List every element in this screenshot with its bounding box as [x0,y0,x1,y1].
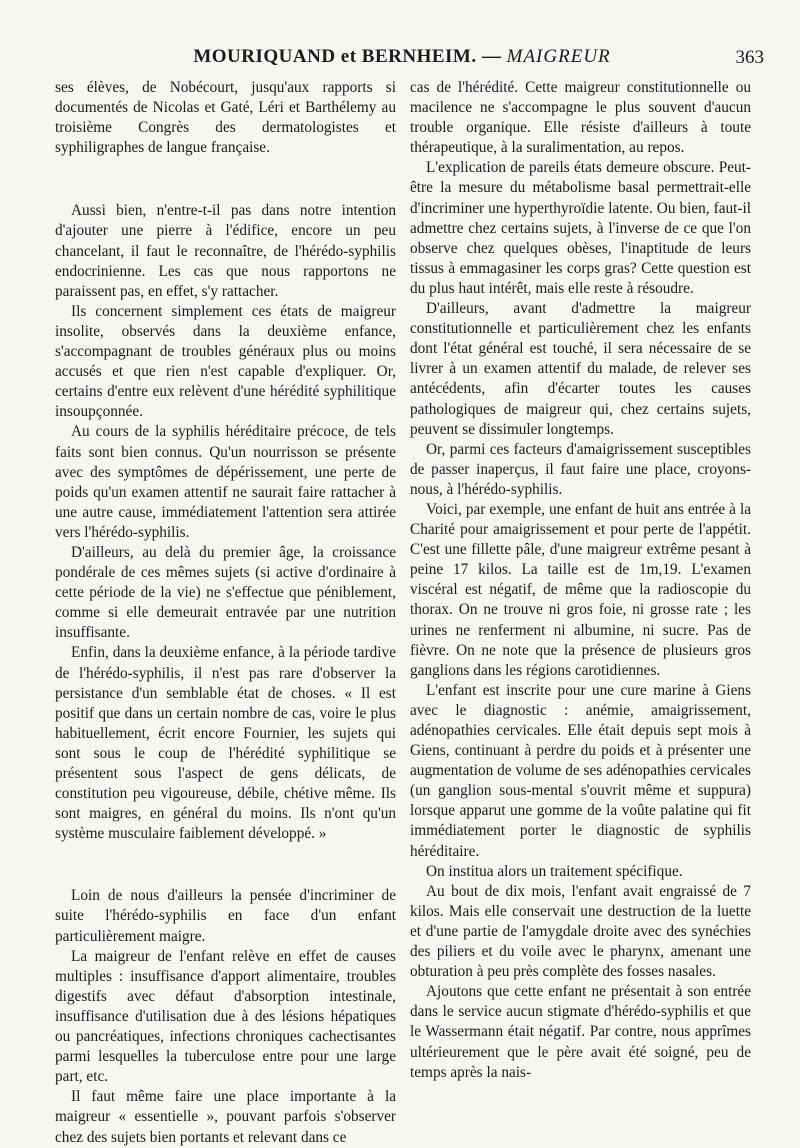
right-paragraph-1: cas de l'hérédité. Cette maigreur constitutionnelle ou macilence ne s'accompagne le plus souvent d'aucun trouble organique. Elle résiste d'ailleurs à toute thérapeutique, à la suralimentation, au repos. [410,79,751,157]
running-head-dash: — [476,46,507,67]
section-break [55,844,396,886]
left-paragraph-5: D'ailleurs, au delà du premier âge, la croissance pondérale de ces mêmes sujets (si active d'ordinaire à cette période de la vie) ne s'effectue que péniblement, comme si elle demeurait entravée par une nutrition insuffisante. [55,543,396,642]
left-paragraph-2: Aussi bien, n'entre-t-il pas dans notre intention d'ajouter une pierre à l'édifice, encore un peu chancelant, il faut le reconnaître, de l'hérédo-syphilis endocrinienne. Les cas que nous rapportons ne paraissent pas, en effet, s'y rattacher. [55,202,396,300]
running-head [52,40,764,74]
section-break [55,158,396,201]
left-paragraph-7: Loin de nous d'ailleurs la pensée d'incriminer de suite l'hérédo-syphilis en face d'un enfant particulièrement maigre. [55,887,396,945]
right-paragraph-2: L'explication de pareils états demeure obscure. Peut-être la mesure du métabolisme basal permettrait-elle d'incriminer une hyperthyroïdie latente. Ou bien, faut-il admettre chez certains sujets, à l'inverse de ce que l'on observe chez quelques obèses, l'inaptitude de leurs tissus à emmagasiner les corps gras? Cette question est du plus haut intérêt, mais elle reste à résoudre. [410,159,751,297]
left-column [55,78,396,1148]
right-paragraph-7: On institua alors un traitement spécifique. [426,862,683,880]
running-head-authors: MOURIQUAND et BERNHEIM. [193,46,477,67]
right-paragraph-8: Au bout de dix mois, l'enfant avait engraissé de 7 kilos. Mais elle conservait une destruction de la luette et d'une partie de l'amygdale droite avec des synéchies des piliers et du voile avec le pharynx, amenant une obturation à peu près complète des fosses nasales. [410,882,751,981]
left-paragraph-6: Enfin, dans la deuxième enfance, à la période tardive de l'hérédo-syphilis, il n'est pas rare d'observer la persistance d'un semblable état de choses. « Il est positif que dans un certain nombre de cas, voire le plus habituellement, écrit encore Fournier, les sujets qui sont sous le coup de l'hérédité syphilitique se présentent sous l'aspect de gens délicats, de constitution peu vigoureuse, débile, chétive même. Ils sont maigres, en général du moins. Ils n'ont qu'un système musculaire faiblement développé. » [55,644,396,843]
right-paragraph-9: Ajoutons que cette enfant ne présentait à son entrée dans le service aucun stigmate d'hérédo-syphilis et que le Wassermann était négatif. Par contre, nous apprîmes ultérieurement que le père avait été soigné, peu de temps après la nais- [410,983,751,1081]
right-paragraph-3: D'ailleurs, avant d'admettre la maigreur constitutionnelle et particulièrement chez les enfants dont l'état général est touché, il sera nécessaire de se livrer à un examen attentif du malade, de relever ses antécédents, afin d'écarter toutes les causes pathologiques de maigreur qui, chez certains sujets, peuvent se dissimuler longtemps. [410,300,751,438]
left-paragraph-1: ses élèves, de Nobécourt, jusqu'aux rapports si documentés de Nicolas et Gaté, Léri et Barthélemy au troisième Congrès des dermatologistes et syphiligraphes de langue française. [55,79,396,157]
left-paragraph-9: Il faut même faire une place importante à la maigreur « essentielle », pouvant parfois s'observer chez des sujets bien portants et relevant dans ce [55,1088,396,1146]
right-column [410,78,751,1083]
running-head-title [52,46,752,68]
left-paragraph-4: Au cours de la syphilis héréditaire précoce, de tels faits sont bien connus. Qu'un nourrisson se présente avec des symptômes de dépérissement, une perte de poids qu'un examen attentif ne saurait faire rattacher à une autre cause, immédiatement l'attention sera attirée vers l'hérédo-syphilis. [55,423,396,541]
right-paragraph-6: L'enfant est inscrite pour une cure marine à Giens avec le diagnostic : anémie, amaigrissement, adénopathies cervicales. Elle était depuis sept mois à Giens, continuant à perdre du poids et à présenter une augmentation de volume de ses adénopathies cervicales (un ganglion sous-mental s'ouvrit même et suppura) lorsque apparut une gomme de la voûte palatine qui fit immédiatement porter le diagnostic de syphilis héréditaire. [410,681,751,860]
running-head-short-title: MAIGREUR [506,46,611,67]
page-number: 363 [735,47,764,68]
left-paragraph-3: Ils concernent simplement ces états de maigreur insolite, observés dans la deuxième enfance, s'accompagnant de troubles généraux plus ou moins accusés et que rien n'est capable d'expliquer. Or, certains d'entre eux relèvent d'une hérédité syphilitique insoupçonnée. [55,302,396,421]
right-paragraph-4: Or, parmi ces facteurs d'amaigrissement susceptibles de passer inaperçus, il faut faire une place, croyons-nous, à l'hérédo-syphilis. [410,440,751,498]
right-paragraph-5: Voici, par exemple, une enfant de huit ans entrée à la Charité pour amaigrissement et pour perte de l'appétit. C'est une fillette pâle, d'une maigreur extrême pesant à peine 17 kilos. La taille est de 1m,19. L'examen viscéral est négatif, de même que la radioscopie du thorax. On ne trouve ni gros foie, ni grosse rate ; les urines ne renferment ni albumine, ni sucre. Pas de fièvre. On ne note que la présence de plusieurs gros ganglions dans les régions carotidiennes. [410,500,751,679]
left-paragraph-8: La maigreur de l'enfant relève en effet de causes multiples : insuffisance d'apport alimentaire, troubles digestifs avec défaut d'absorption intestinale, insuffisance d'utilisation due à des lésions hépatiques ou pancréatiques, infections chroniques cachectisantes parmi lesquelles la tuberculose entre pour une large part, etc. [55,947,396,1086]
